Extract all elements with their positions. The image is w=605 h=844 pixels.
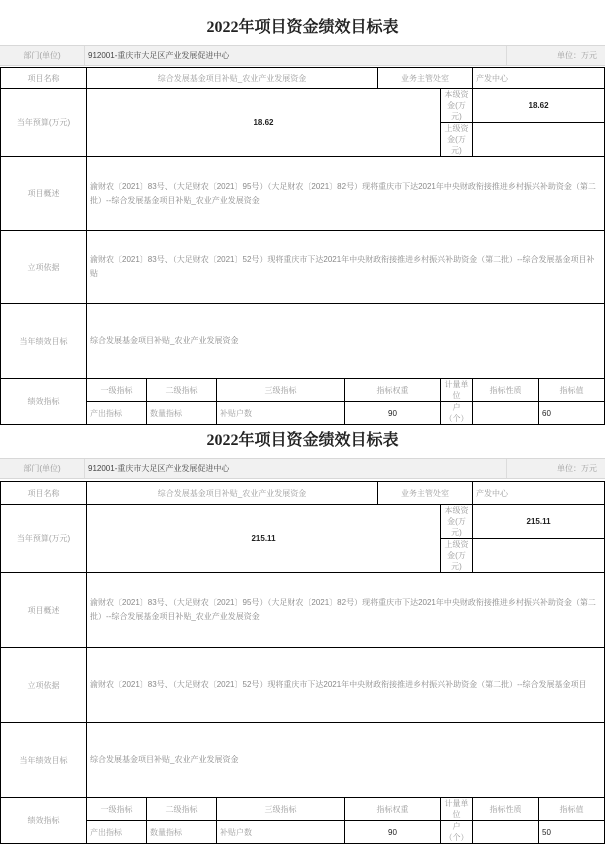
sheet2-dept-value: 912001-重庆市大足区产业发展促进中心 [88, 464, 230, 473]
other-funds-value [473, 123, 605, 157]
ind-header: 三级指标 [217, 798, 345, 821]
sheet1-dept-value: 912001-重庆市大足区产业发展促进中心 [88, 51, 230, 60]
ind-header: 计量单位 [441, 379, 473, 402]
overview-text: 渝财农〔2021〕83号、（大足财农〔2021〕95号）（大足财农〔2021〕82号）现将重庆市下达2021年中央财政衔接推进乡村振兴补助资金（第二批）--综合发展基金项目补贴_农业产业发展资金 [87, 157, 605, 231]
other-funds-value [473, 539, 605, 573]
local-funds-label: 本级资金(万元) [441, 89, 473, 123]
sheet1-dept-label: 部门(单位) [23, 51, 61, 60]
goal-text: 综合发展基金项目补贴_农业产业发展资金 [87, 304, 605, 379]
ind-header: 指标性质 [473, 798, 539, 821]
goal-label: 当年绩效目标 [1, 723, 87, 798]
overview-text: 渝财农〔2021〕83号、（大足财农〔2021〕95号）（大足财农〔2021〕82号）现将重庆市下达2021年中央财政衔接推进乡村振兴补助资金（第二批）--综合发展基金项目补贴_农业产业发展资金 [87, 573, 605, 648]
ind-unit: 户（个） [441, 821, 473, 844]
ind-unit: 户（个） [441, 402, 473, 425]
project-name-value: 综合发展基金项目补贴_农业产业发展资金 [87, 68, 378, 89]
budget-total-value: 215.11 [87, 505, 441, 573]
ind-header: 指标值 [539, 379, 605, 402]
ind-cell: 数量指标 [147, 821, 217, 844]
basis-label: 立项依据 [1, 231, 87, 304]
band-divider [506, 46, 507, 65]
dept-in-charge-label: 业务主管处室 [378, 482, 473, 505]
ind-nature [473, 402, 539, 425]
ind-cell: 产出指标 [87, 402, 147, 425]
basis-text: 渝财农〔2021〕83号、（大足财农〔2021〕52号）现将重庆市下达2021年中央财政衔接推进乡村振兴补助资金（第二批）--综合发展基金项目补贴 [87, 231, 605, 304]
ind-value: 60 [539, 402, 605, 425]
local-funds-label: 本级资金(万元) [441, 505, 473, 539]
ind-cell: 补贴户数 [217, 402, 345, 425]
overview-label: 项目概述 [1, 157, 87, 231]
budget-label: 当年预算(万元) [1, 505, 87, 573]
indicator-label: 绩效指标 [1, 379, 87, 425]
sheet1-title: 2022年项目资金绩效目标表 [206, 19, 399, 36]
ind-header: 二级指标 [147, 379, 217, 402]
other-funds-label: 上级资金(万元) [441, 123, 473, 157]
dept-in-charge-value: 产发中心 [473, 482, 605, 505]
ind-cell: 数量指标 [147, 402, 217, 425]
ind-header: 三级指标 [217, 379, 345, 402]
indicator-label: 绩效指标 [1, 798, 87, 844]
band-divider [84, 459, 85, 478]
sheet2-table [0, 481, 605, 844]
budget-total-value: 18.62 [87, 89, 441, 157]
sheet1-dept-band [0, 45, 605, 66]
sheet2-dept-band [0, 458, 605, 479]
ind-value: 50 [539, 821, 605, 844]
ind-header: 一级指标 [87, 379, 147, 402]
sheet2-title: 2022年项目资金绩效目标表 [206, 432, 399, 449]
other-funds-label: 上级资金(万元) [441, 539, 473, 573]
goal-text: 综合发展基金项目补贴_农业产业发展资金 [87, 723, 605, 798]
sheet1-table [0, 67, 605, 425]
ind-header: 指标值 [539, 798, 605, 821]
project-name-label: 项目名称 [1, 482, 87, 505]
ind-cell: 产出指标 [87, 821, 147, 844]
ind-nature [473, 821, 539, 844]
ind-header: 指标权重 [345, 798, 441, 821]
ind-header: 一级指标 [87, 798, 147, 821]
band-divider [84, 46, 85, 65]
budget-label: 当年预算(万元) [1, 89, 87, 157]
sheet2-unit-label: 单位：万元 [557, 464, 597, 473]
overview-label: 项目概述 [1, 573, 87, 648]
project-name-value: 综合发展基金项目补贴_农业产业发展资金 [87, 482, 378, 505]
band-divider [506, 459, 507, 478]
ind-cell: 补贴户数 [217, 821, 345, 844]
ind-header: 指标性质 [473, 379, 539, 402]
sheet1-unit-label: 单位：万元 [557, 51, 597, 60]
ind-weight: 90 [345, 821, 441, 844]
ind-header: 二级指标 [147, 798, 217, 821]
basis-label: 立项依据 [1, 648, 87, 723]
ind-weight: 90 [345, 402, 441, 425]
ind-header: 指标权重 [345, 379, 441, 402]
local-funds-value: 215.11 [473, 505, 605, 539]
sheet2-dept-label: 部门(单位) [23, 464, 61, 473]
ind-header: 计量单位 [441, 798, 473, 821]
local-funds-value: 18.62 [473, 89, 605, 123]
project-name-label: 项目名称 [1, 68, 87, 89]
basis-text: 渝财农〔2021〕83号、（大足财农〔2021〕52号）现将重庆市下达2021年中央财政衔接推进乡村振兴补助资金（第二批）--综合发展基金项目 [87, 648, 605, 723]
dept-in-charge-value: 产发中心 [473, 68, 605, 89]
dept-in-charge-label: 业务主管处室 [378, 68, 473, 89]
goal-label: 当年绩效目标 [1, 304, 87, 379]
